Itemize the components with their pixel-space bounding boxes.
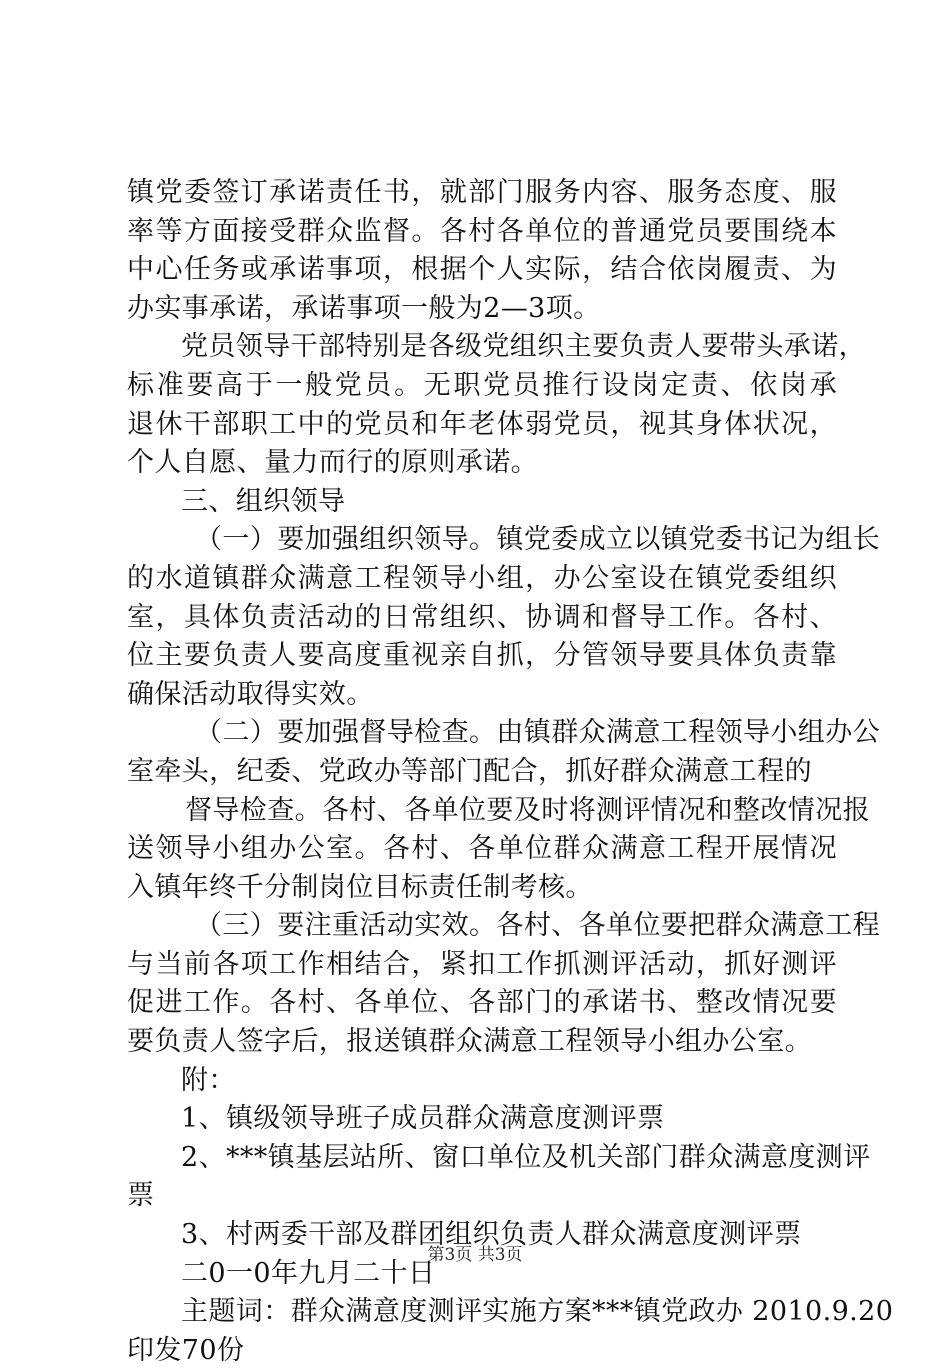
appendix-item: 2、***镇基层站所、窗口单位及机关部门群众满意度测评	[181, 1141, 871, 1173]
text-line: 标准要高于一般党员。无职党员推行设岗定责、依岗承	[127, 369, 837, 401]
appendix-item: 3、村两委干部及群团组织负责人群众满意度测评票	[181, 1219, 802, 1251]
text-line: 率等方面接受群众监督。各村各单位的普通党员要围绕本	[127, 215, 837, 247]
appendix-label: 附：	[181, 1064, 236, 1096]
appendix-item: 1、镇级领导班子成员群众满意度测评票	[181, 1103, 665, 1135]
text-line: 个人自愿、量力而行的原则承诺。	[127, 447, 538, 479]
text-line: 与当前各项工作相结合，紧扣工作抓测评活动，抓好测评	[127, 948, 837, 980]
subject-words: 主题词：群众满意度测评实施方案***镇党政办 2010.9.20	[181, 1296, 894, 1328]
text-line: 镇党委签订承诺责任书，就部门服务内容、服务态度、服	[127, 177, 837, 208]
page-footer	[0, 1244, 950, 1266]
text-line: 确保活动取得实效。	[127, 678, 374, 710]
text-line: （二）要加强督导检查。由镇群众满意工程领导小组办公	[195, 717, 880, 749]
text-line: 督导检查。各村、各单位要及时将测评情况和整改情况报	[185, 794, 870, 826]
text-line: （一）要加强组织领导。镇党委成立以镇党委书记为组长	[195, 524, 880, 556]
section-heading: 三、组织领导	[181, 485, 346, 517]
text-line: 要负责人签字后，报送镇群众满意工程领导小组办公室。	[127, 1026, 812, 1058]
text-line: 室，具体负责活动的日常组织、协调和督导工作。各村、	[127, 601, 837, 633]
text-line: 促进工作。各村、各单位、各部门的承诺书、整改情况要	[127, 987, 837, 1019]
page-number-label: 第3页 共3页	[427, 1245, 523, 1265]
text-line: 党员领导干部特别是各级党组织主要负责人要带头承诺，	[181, 331, 866, 363]
print-info: 印发70份	[127, 1334, 245, 1366]
document-date: 二0一0年九月二十日	[181, 1257, 436, 1289]
text-line: 办实事承诺，承诺事项一般为2—3项。	[127, 292, 601, 324]
text-line: （三）要注重活动实效。各村、各单位要把群众满意工程	[195, 910, 880, 942]
text-line: 送领导小组办公室。各村、各单位群众满意工程开展情况	[127, 833, 837, 865]
text-line: 的水道镇群众满意工程领导小组，办公室设在镇党委组织	[127, 562, 837, 594]
document-body	[127, 174, 894, 1370]
text-line: 中心任务或承诺事项，根据个人实际，结合依岗履责、为	[127, 254, 837, 286]
text-line: 位主要负责人要高度重视亲自抓，分管领导要具体负责靠	[127, 640, 837, 672]
text-line: 入镇年终千分制岗位目标责任制考核。	[127, 871, 593, 903]
text-line: 退休干部职工中的党员和年老体弱党员，视其身体状况，	[127, 408, 837, 440]
appendix-item-continuation: 票	[127, 1180, 155, 1212]
text-line: 室牵头，纪委、党政办等部门配合，抓好群众满意工程的	[127, 755, 812, 787]
